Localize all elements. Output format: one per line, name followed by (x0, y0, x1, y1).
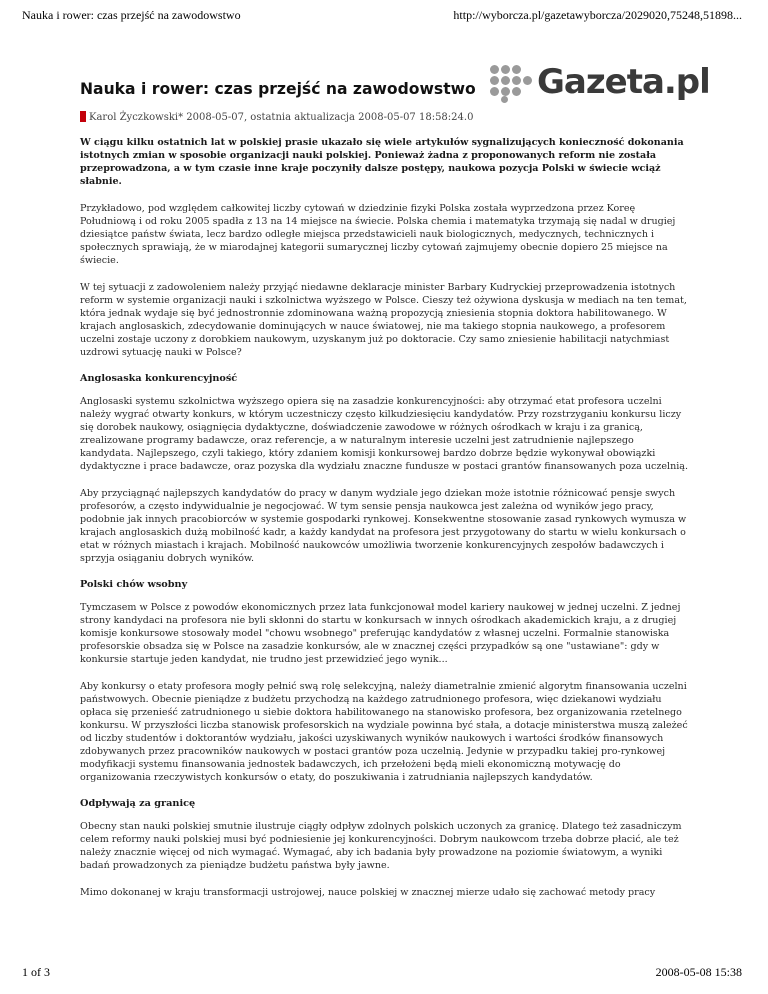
section-heading: Anglosaska konkurencyjność (80, 373, 238, 384)
print-header-url[interactable]: http://wyborcza.pl/gazetawyborcza/2029020,75248,51898... (453, 8, 742, 22)
paragraph: Przykładowo, pod względem całkowitej liczby cytowań w dziedzinie fizyki Polska została wyprzedzona przez Koreę Południową i od roku 2005 spadła z 13 na 14 miejsce na świecie. Polska chemia i matematyka trzymają się nadal w drugiej dziesiątce państw świata, lecz bardzo odległe miejsca przedstawicieli nauk biologicznych, medycznych, technicznych i społecznych sprawiają, że w miarodajnej kategorii sumarycznej liczby cytowań zajmujemy obecnie dopiero 25 miejsce na świecie. (80, 203, 676, 266)
print-timestamp: 2008-05-08 15:38 (655, 965, 742, 979)
print-header-title: Nauka i rower: czas przejść na zawodowstwo (22, 8, 241, 22)
article-lead: W ciągu kilku ostatnich lat w polskiej prasie ukazało się wiele artykułów sygnalizujących konieczność dokonania istotnych zmian w sposobie organizacji nauki polskiej. Ponieważ żadna z proponowanych reform nie została przeprowadzona, a w tym czasie inne kraje poczyniły dalsze postępy, naukowa pozycja Polski w świecie wciąż słabnie. (80, 137, 684, 187)
section-heading: Polski chów wsobny (80, 579, 188, 590)
paragraph: Aby przyciągnąć najlepszych kandydatów do pracy w danym wydziale jego dziekan może istotnie różnicować pensje swych profesorów, a często indywidualnie je negocjować. W tym sensie pensja naukowca jest zależna od wyników jego pracy, podobnie jak innych pracobiorców w systemie gospodarki rynkowej. Konsekwentne stosowanie zasad rynkowych wymusza w krajach anglosaskich dużą mobilność kadr, a każdy kandydat na profesora jest przygotowany do startu w wielu konkursach o etat w różnych miastach i krajach. Mobilność naukowców umożliwia tworzenie konkurencyjnych zespołów badawczych i sprzyja osiąganiu dobrych wyników. (80, 488, 687, 564)
paragraph: Anglosaski systemu szkolnictwa wyższego opiera się na zasadzie konkurencyjności: aby otrzymać etat profesora uczelni należy wygrać otwarty konkurs, w którym uczestniczy często kilkudziesięciu kandydatów. Przy rozstrzyganiu konkursu liczy się dorobek naukowy, osiągnięcia dydaktyczne, doświadczenie zawodowe w różnych ośrodkach w kraju i za granicą, zrealizowane programy badawcze, oraz referencje, a w naturalnym interesie uczelni jest zatrudnienie najlepszego kandydata. Najlepszego, czyli takiego, który zdaniem komisji konkursowej bardzo dobrze będzie wykonywał obowiązki dydaktyczne i prace badawcze, oraz pozyska dla wydziału znaczne fundusze w postaci grantów finansowanych poza uczelnią. (80, 396, 689, 472)
paragraph: Obecny stan nauki polskiej smutnie ilustruje ciągły odpływ zdolnych polskich uczonych za granicę. Dlatego też zasadniczym celem reformy nauki polskiej musi być podniesienie jej konkurencyjności. Dobrym naukowcom trzeba dobrze płacić, ale też należy znacznie więcej od nich wymagać. Wymagać, aby ich badania były prowadzone na poziomie światowym, a wyniki badań prowadzonych za pieniądze budżetu państwa były jawne. (80, 821, 682, 871)
byline-text: Karol Życzkowski* 2008-05-07, ostatnia aktualizacja 2008-05-07 18:58:24.0 (89, 112, 474, 123)
paragraph: Aby konkursy o etaty profesora mogły pełnić swą rolę selekcyjną, należy diametralnie zmienić algorytm finansowania uczelni państwowych. Obecnie pieniądze z budżetu przychodzą na każdego zatrudnionego profesora, więc dziekanowi wydziału opłaca się przenieść zatrudnionego u siebie doktora habilitowanego na stanowisko profesora, bez organizowania rzetelnego konkursu. W przyszłości liczba stanowisk profesorskich na wydziale powinna być stała, a dotacje ministerstwa muszą zależeć od liczby studentów i doktorantów wydziału, jakości uzyskiwanych wyników naukowych i wartości środków finansowych zdobywanych przez pracowników naukowych w postaci grantów poza uczelnią. Jedynie w przypadku takiej pro-rynkowej modyfikacji systemu finansowania jednostek badawczych, ich przełożeni będą mieli ekonomiczną motywację do organizowania rzeczywistych konkursów o etaty, do poszukiwania i zatrudniania najlepszych kandydatów. (80, 681, 688, 783)
paragraph: Mimo dokonanej w kraju transformacji ustrojowej, nauce polskiej w znacznej mierze udało się zachować metody pracy (80, 887, 656, 898)
paragraph: W tej sytuacji z zadowoleniem należy przyjąć niedawne deklaracje minister Barbary Kudryckiej przeprowadzenia istotnych reform w systemie organizacji nauki i szkolnictwa wyższego w Polsce. Cieszy też ożywiona dyskusja w mediach na ten temat, która jednak wydaje się być jednostronnie zdominowana ważną propozycją zniesienia stopnia doktora habilitowanego. W krajach anglosaskich, zdecydowanie dominujących w nauce światowej, nie ma takiego stopnia naukowego, a profesorem uczelni zostaje uczony z dorobkiem naukowym, uzyskanym już po doktoracie. Czy samo zniesienie habilitacji natychmiast uzdrowi sytuację nauki w Polsce? (80, 282, 687, 358)
article-byline (80, 111, 473, 123)
page-number: 1 of 3 (22, 965, 50, 979)
logo-dots-icon (489, 64, 533, 104)
gazeta-logo[interactable] (489, 62, 710, 104)
article-body (80, 136, 690, 913)
paragraph: Tymczasem w Polsce z powodów ekonomicznych przez lata funkcjonował model kariery naukowej w jednej uczelni. Z jednej strony kandydaci na profesora nie byli skłonni do startu w konkursach w innych ośrodkach akademickich kraju, a z drugiej komisje konkursowe stosowały model "chowu wsobnego" preferując kandydatów z własnej uczelni. Formalnie stanowiska profesorskie obsadza się w Polsce na zasadzie konkursów, ale w znacznej części przypadków są one "ustawiane": gdy w konkursie startuje jeden kandydat, nie trudno jest przewidzieć jego wynik... (80, 602, 681, 665)
section-heading: Odpływają za granicę (80, 798, 196, 809)
red-marker-icon (80, 111, 86, 122)
article-title: Nauka i rower: czas przejść na zawodowstwo (80, 80, 476, 98)
logo-wordmark: Gazeta.pl (537, 62, 710, 102)
